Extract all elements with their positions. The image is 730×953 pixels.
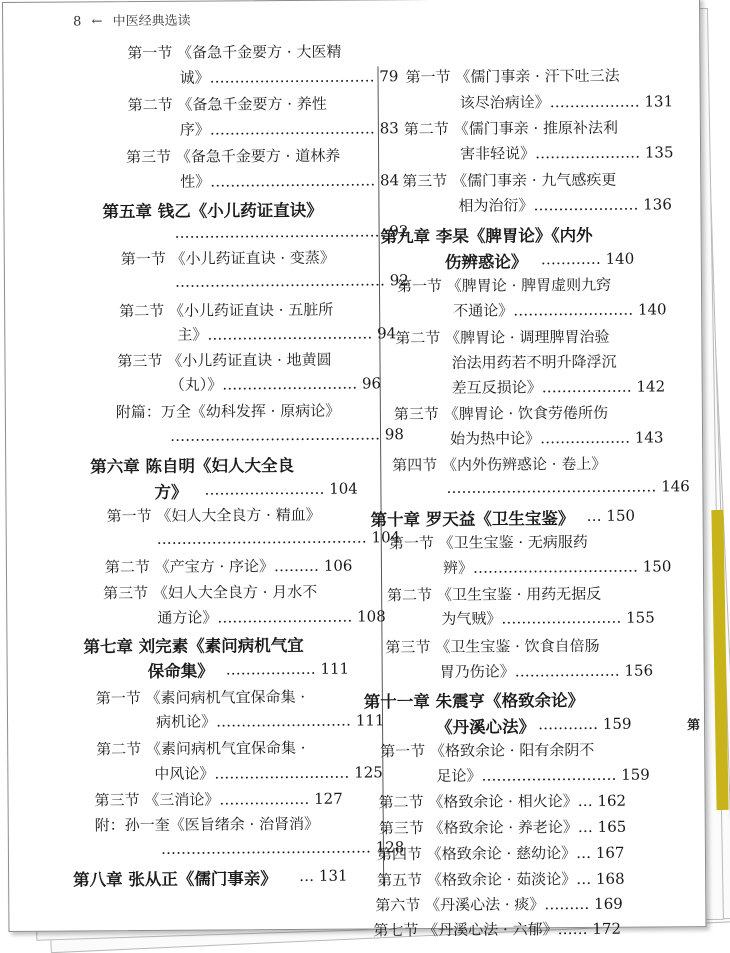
toc-chapter-heading: 第八章 张从正《儒门事亲》 [73,869,277,890]
toc-entry-line: 第四节 《格致余论 · 慈幼论》… 167 [376,843,625,864]
toc-chapter-heading: 第十一章 朱震亨《格致余论》 [363,690,585,712]
toc-entry-line: 诚》…………………………… 79 [179,67,399,87]
toc-entry-line: 序》…………………………… 83 [179,119,399,139]
page-header [73,10,197,30]
toc-entry-line: … 131 [299,866,348,885]
toc-entry-line: 第三节 《格致余论 · 养老论》… 165 [378,817,627,838]
toc-entry-line: 为气贼》…………………… 155 [441,608,655,628]
toc-entry-line: …………………………………… 98 [169,425,404,445]
toc-chapter-heading: 第五章 钱乙《小儿药证直诀》 [102,200,323,222]
toc-entry-line: 相为治衍》………………… 136 [458,195,672,215]
toc-entry-line: 治法用药若不明升降浮沉 [451,352,617,372]
page-number: 8 [73,14,82,30]
toc-entry-line: 病机论》……………………… 111 [155,711,385,731]
toc-entry-line: 第一节 《妇人大全良方 · 精血》 [106,505,321,526]
toc-entry-line: 第二节 《素问病机气宜保命集 · [96,738,306,759]
toc-entry-line: 第一节 《脾胃论 · 脾胃虚则九窍 [396,275,612,296]
toc-entry-line: 第七节 《丹溪心法 · 六郁》…… 172 [373,919,622,940]
toc-chapter-heading: 伤辨惑论》 [444,252,528,272]
toc-chapter-heading: 第九章 李杲《脾胃论》《内外 [380,225,593,247]
toc-entry-line: …………………………………… 104 [156,528,401,548]
toc-entry-line: 附篇：万全《幼科发挥 · 原病论》 [115,401,341,422]
toc-entry-line: 第三节 《脾胃论 · 饮食劳倦所伤 [393,403,609,424]
toc-entry-line: … 150 [586,506,636,525]
toc-entry-line: 第二节 《卫生宝鉴 · 用药无据反 [387,584,602,605]
toc-entry-line: 足论》……………………… 159 [436,765,650,785]
toc-entry-line: 第三节 《妇人大全良方 · 月水不 [103,582,318,603]
book-title: 中医经典选读 [112,13,191,30]
toc-entry-line: 第三节 《备急千金要方 · 道林养 [126,146,341,167]
toc-chapter-heading: 《丹溪心法》 [436,717,536,737]
toc-entry-line: 第三节 《三消论》……………… 127 [94,789,343,810]
toc-entry-line: 第一节 《儒门事亲 · 汗下吐三法 [405,66,620,87]
side-char: 第 [687,718,701,734]
toc-entry-line: 始为热中论》……………… 143 [449,428,664,448]
toc-entry-line: 第四节 《内外伤辨惑论 · 卷上》 [392,454,607,475]
toc-entry-line: 第三节 《卫生宝鉴 · 饮食自倍肠 [385,636,600,657]
toc-entry-line: 通方论》……………………… 108 [157,607,386,627]
toc-entry-line: ……………… 111 [225,659,350,679]
toc-chapter-heading: 第十章 罗天益《卫生宝鉴》 [370,509,575,530]
toc-entry-line: 第二节 《儒门事亲 · 推原补法利 [403,118,619,139]
toc-entry-line: 害非轻说》………………… 135 [460,143,674,163]
toc-entry-line: 辨》…………………………… 150 [442,557,672,577]
toc-entry-line: 第六节 《丹溪心法 · 痰》……… 169 [375,894,623,915]
toc-entry-line: 第二节 《格致余论 · 相火论》… 162 [378,791,627,812]
toc-entry-line: 主》…………………………… 94 [177,324,397,344]
toc-chapter-heading: 方》 [154,482,188,502]
toc-page [2,0,706,940]
toc-entry-line: 第一节 《备急千金要方 · 大医精 [127,42,342,63]
toc-entry-line: …………………………………… 128 [160,838,405,858]
toc-entry-line: 附：孙一奎《医旨绪余 · 治肾消》 [94,814,320,835]
toc-entry-line: 第二节 《备急千金要方 · 养性 [127,94,327,115]
toc-entry-line: 中风论》……………………… 125 [154,763,383,783]
toc-entry-line: …………………………………… 92 [174,271,409,291]
toc-entry-line: ………… 140 [540,249,635,269]
toc-entry-line: 第三节 《儒门事亲 · 九气感疾更 [402,170,617,191]
toc-entry-line: 第二节 《产宝方 · 序论》……… 106 [104,556,353,577]
toc-chapter-heading: 保命集》 [147,661,214,681]
toc-entry-line: ………… 159 [537,714,632,734]
toc-entry-line: 第五节 《格致余论 · 茹淡论》… 168 [377,869,625,890]
toc-entry-line: 第一节 《小儿药证直诀 · 变蒸》 [120,248,335,269]
toc-entry-line: 第二节 《小儿药证直诀 · 五脏所 [119,300,334,321]
toc-entry-line: …………………………………… 92 [174,222,409,242]
toc-chapter-heading: 第七章 刘完素《素问病机气宜 [83,635,304,657]
toc-entry-line: 性》…………………………… 84 [180,171,400,191]
toc-entry-line: 不通论》…………………… 140 [453,300,667,320]
toc-entry-line: 该尽治病诠》……………… 131 [459,92,674,112]
toc-entry-line: 第一节 《卫生宝鉴 · 无病服药 [388,532,588,553]
toc-entry-line: 第一节 《格致余论 · 阳有余阴不 [380,740,595,761]
toc-entry-line: 第三节 《小儿药证直诀 · 地黄圆 [117,350,332,371]
toc-entry-line: …………………………………… 146 [446,477,690,497]
toc-entry-line: （丸）》……………………… 96 [169,374,382,394]
toc-entry-line: …………………… 104 [204,479,358,499]
toc-chapter-heading: 第六章 陈自明《妇人大全良 [90,455,295,477]
toc-entry-line: 胃乃伤论》………………… 156 [439,661,654,681]
toc-entry-line: 第二节 《脾胃论 · 调理脾胃治验 [395,327,610,348]
toc-entry-line: 第一节 《素问病机气宜保命集 · [95,687,306,708]
back-arrow-icon: ← [91,14,103,30]
toc-entry-line: 差互反损论》……………… 142 [451,377,666,397]
